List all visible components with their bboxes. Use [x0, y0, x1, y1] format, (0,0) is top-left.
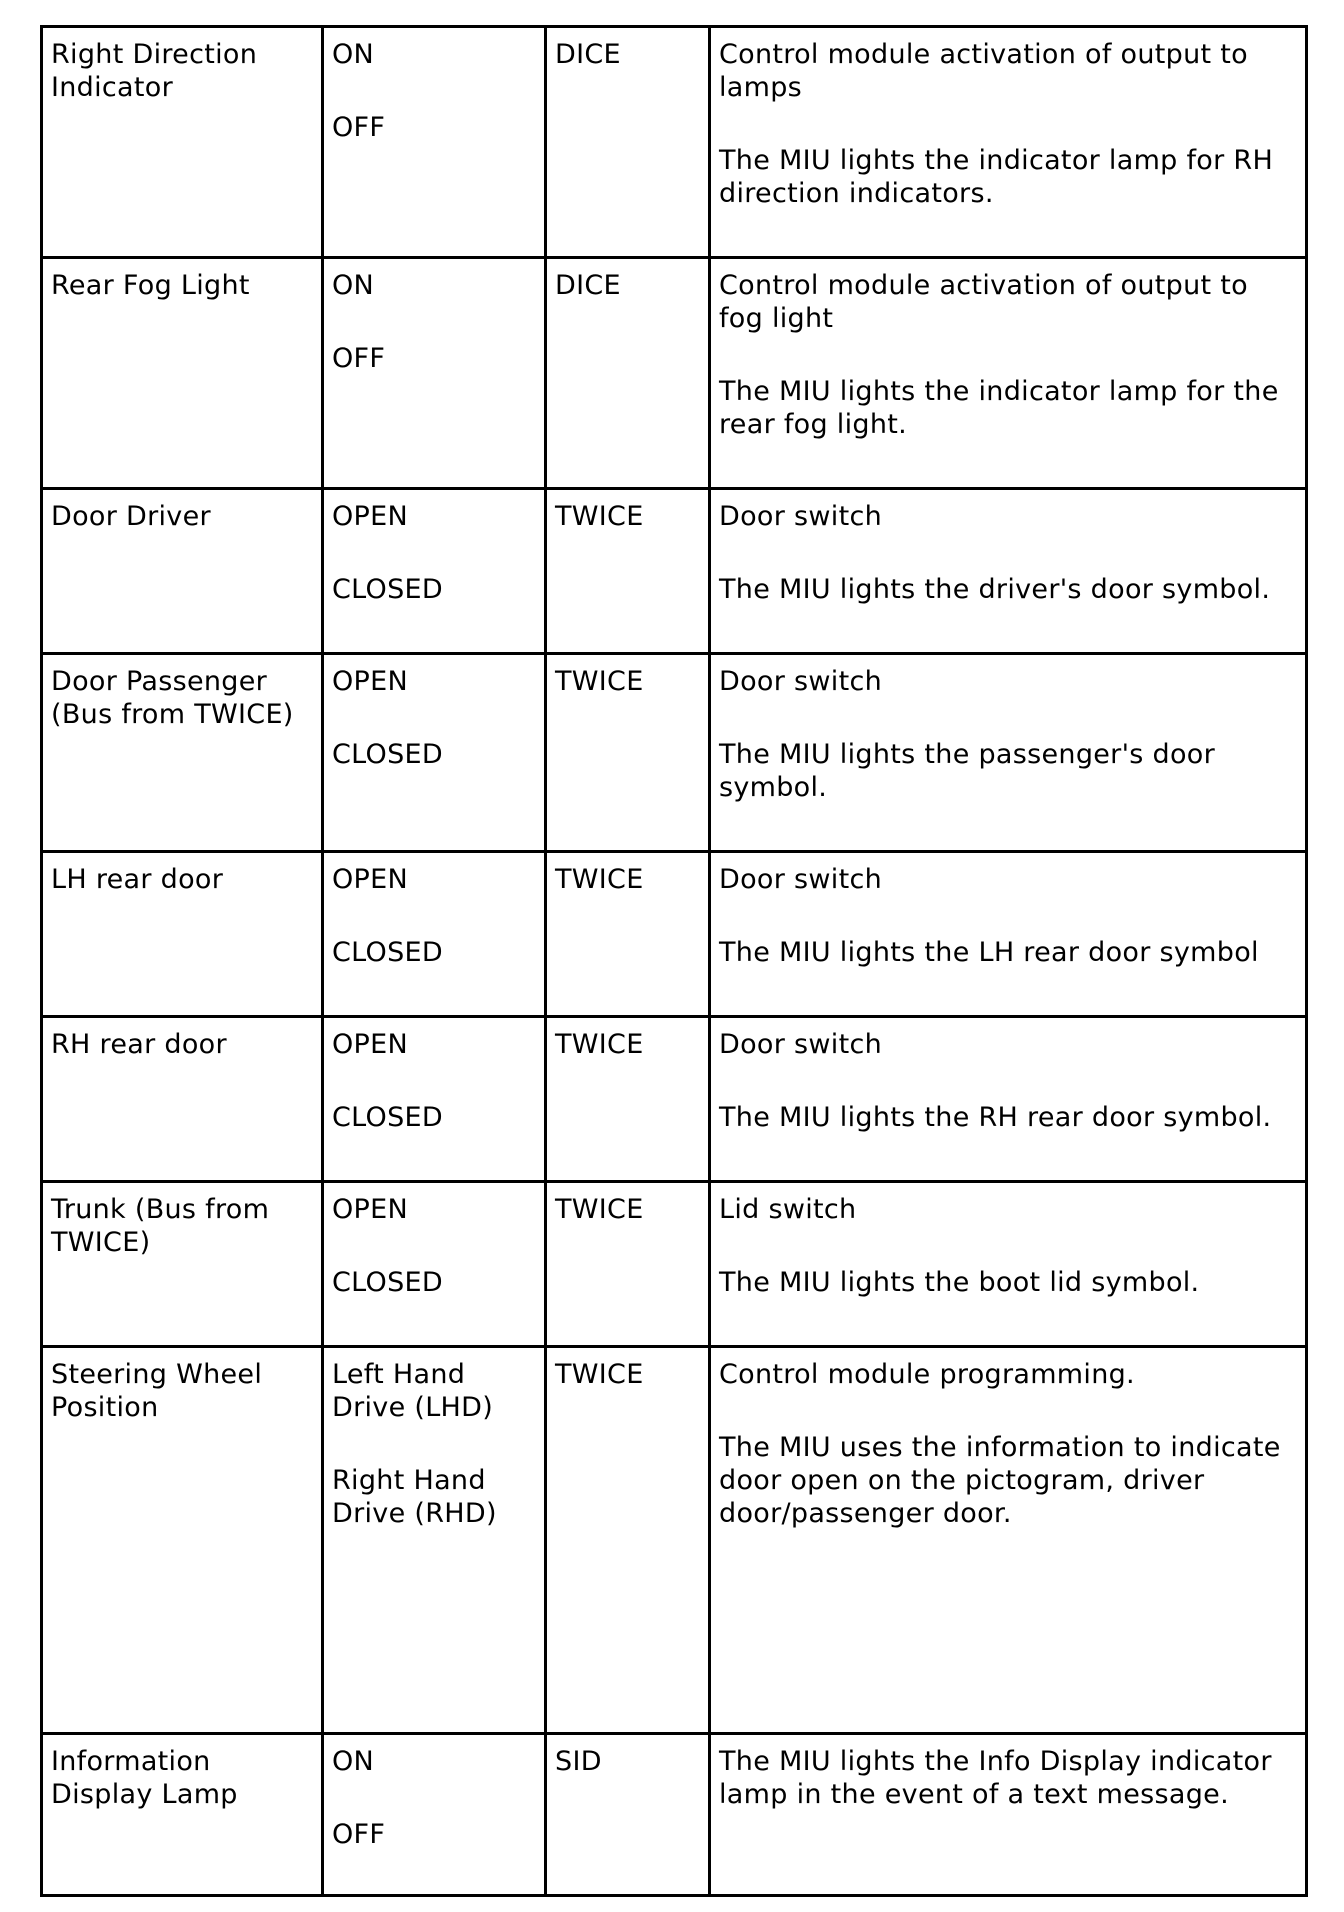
table-row [42, 1734, 1307, 1896]
description-cell [710, 654, 1307, 852]
signal-cell [42, 1182, 323, 1347]
signal-cell [42, 258, 323, 489]
description-text: Control module activation of output to fog light [719, 270, 1249, 334]
table-row [42, 1017, 1307, 1182]
description-cell [710, 1734, 1307, 1896]
state-value: ON [332, 1746, 375, 1777]
state-value: OFF [332, 1819, 386, 1850]
state-cell [323, 27, 546, 258]
state-value: CLOSED [332, 1102, 443, 1133]
state-cell [323, 1017, 546, 1182]
signal-cell [42, 1734, 323, 1896]
signal-name: RH rear door [51, 1029, 227, 1060]
state-value: CLOSED [332, 739, 443, 770]
signal-cell [42, 1017, 323, 1182]
description-text: Door switch [719, 501, 883, 532]
source-cell [546, 27, 710, 258]
state-value: Right Hand Drive (RHD) [332, 1465, 497, 1529]
description-text: The MIU lights the RH rear door symbol. [719, 1102, 1272, 1133]
source-module: DICE [555, 39, 621, 70]
state-cell [323, 1347, 546, 1734]
state-value: OPEN [332, 1194, 408, 1225]
table-row [42, 1182, 1307, 1347]
description-cell [710, 258, 1307, 489]
signal-name: LH rear door [51, 864, 224, 895]
state-value: CLOSED [332, 574, 443, 605]
source-module: TWICE [555, 666, 644, 697]
signal-table [40, 25, 1308, 1897]
description-text: Door switch [719, 666, 883, 697]
source-cell [546, 1347, 710, 1734]
description-text: Door switch [719, 864, 883, 895]
description-text: The MIU lights the passenger's door symbol. [719, 739, 1216, 803]
description-text: The MIU lights the boot lid symbol. [719, 1267, 1200, 1298]
source-cell [546, 1182, 710, 1347]
table-row [42, 27, 1307, 258]
description-text: Control module programming. [719, 1359, 1135, 1390]
description-text: The MIU lights the driver's door symbol. [719, 574, 1271, 605]
source-module: TWICE [555, 501, 644, 532]
source-cell [546, 489, 710, 654]
description-text: The MIU lights the LH rear door symbol [719, 937, 1259, 968]
state-cell [323, 1734, 546, 1896]
description-cell [710, 1182, 1307, 1347]
state-cell [323, 258, 546, 489]
source-module: TWICE [555, 1029, 644, 1060]
signal-cell [42, 852, 323, 1017]
description-cell [710, 27, 1307, 258]
state-value: Left Hand Drive (LHD) [332, 1359, 494, 1423]
state-value: OPEN [332, 1029, 408, 1060]
table-row [42, 489, 1307, 654]
table-row [42, 258, 1307, 489]
table-row [42, 852, 1307, 1017]
source-cell [546, 654, 710, 852]
description-text: The MIU lights the indicator lamp for the rear fog light. [719, 376, 1279, 440]
state-value: OPEN [332, 864, 408, 895]
state-cell [323, 1182, 546, 1347]
state-value: ON [332, 39, 375, 70]
source-module: TWICE [555, 864, 644, 895]
signal-cell [42, 654, 323, 852]
state-value: OFF [332, 112, 386, 143]
table-row [42, 1347, 1307, 1734]
state-cell [323, 489, 546, 654]
table-row [42, 654, 1307, 852]
state-cell [323, 852, 546, 1017]
signal-name: Door Driver [51, 501, 211, 532]
description-text: The MIU lights the indicator lamp for RH direction indicators. [719, 145, 1274, 209]
source-cell [546, 1734, 710, 1896]
state-value: OPEN [332, 501, 408, 532]
state-value: CLOSED [332, 937, 443, 968]
signal-name: Trunk (Bus from TWICE) [51, 1194, 270, 1258]
state-value: OPEN [332, 666, 408, 697]
description-text: The MIU uses the information to indicate door open on the pictogram, driver door/passenger door. [719, 1432, 1281, 1529]
description-cell [710, 1347, 1307, 1734]
signal-cell [42, 27, 323, 258]
signal-name: Right Direction Indicator [51, 39, 258, 103]
signal-cell [42, 489, 323, 654]
state-value: ON [332, 270, 375, 301]
source-cell [546, 852, 710, 1017]
source-cell [546, 1017, 710, 1182]
description-text: Lid switch [719, 1194, 857, 1225]
description-text: The MIU lights the Info Display indicator lamp in the event of a text message. [719, 1746, 1272, 1810]
description-text: Door switch [719, 1029, 883, 1060]
signal-name: Rear Fog Light [51, 270, 250, 301]
signal-name: Steering Wheel Position [51, 1359, 263, 1423]
signal-cell [42, 1347, 323, 1734]
source-module: DICE [555, 270, 621, 301]
state-cell [323, 654, 546, 852]
description-text: Control module activation of output to lamps [719, 39, 1249, 103]
source-cell [546, 258, 710, 489]
signal-name: Door Passenger (Bus from TWICE) [51, 666, 294, 730]
description-cell [710, 1017, 1307, 1182]
source-module: TWICE [555, 1359, 644, 1390]
source-module: SID [555, 1746, 602, 1777]
description-cell [710, 489, 1307, 654]
signal-name: Information Display Lamp [51, 1746, 238, 1810]
source-module: TWICE [555, 1194, 644, 1225]
description-cell [710, 852, 1307, 1017]
state-value: CLOSED [332, 1267, 443, 1298]
state-value: OFF [332, 343, 386, 374]
